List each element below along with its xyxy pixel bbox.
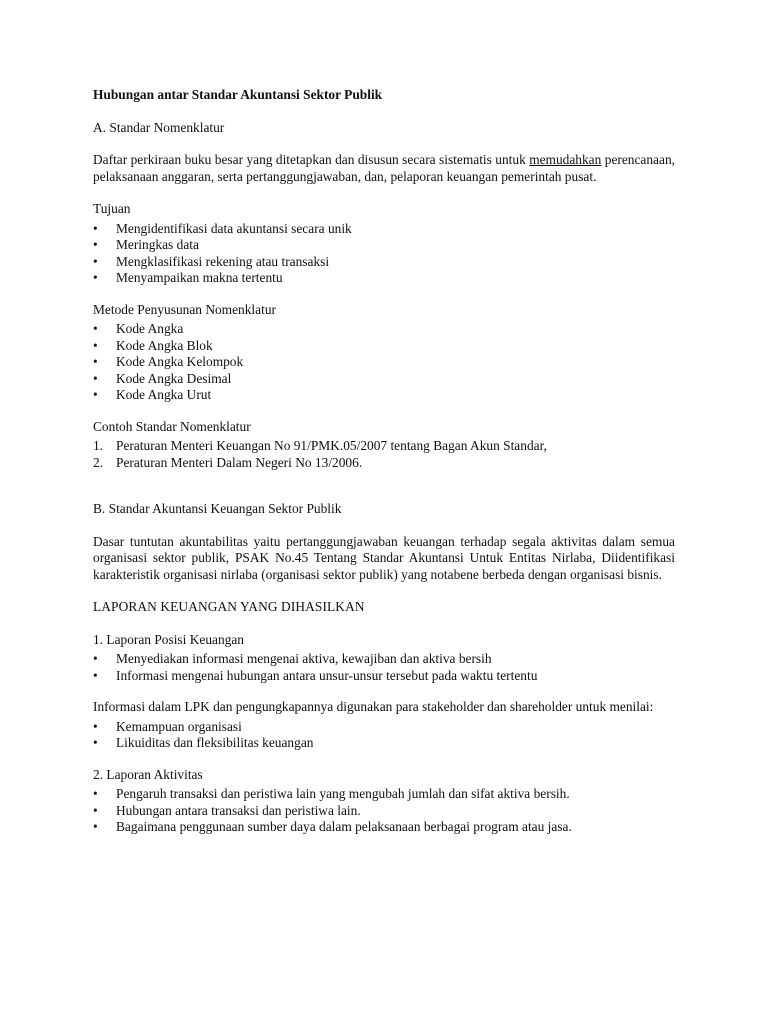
list-item <box>93 270 675 287</box>
list-item-text: Kode Angka Desimal <box>116 370 232 386</box>
list-item <box>93 735 675 752</box>
list-item-text: Kode Angka Urut <box>116 387 212 402</box>
posisi-keuangan-list <box>93 651 675 684</box>
nomenklatur-definition <box>93 152 675 185</box>
bullet-icon: • <box>93 786 98 801</box>
numbered-item-text: Peraturan Menteri Dalam Negeri No 13/2006. <box>116 454 363 470</box>
list-item-text: Bagaimana penggunaan sumber daya dalam pelaksanaan berbagai program atau jasa. <box>116 819 572 834</box>
list-item <box>93 819 675 836</box>
list-item-text: Hubungan antara transaksi dan peristiwa lain. <box>116 802 361 818</box>
list-item <box>93 786 675 803</box>
list-item <box>93 651 675 668</box>
bullet-icon: • <box>93 321 98 336</box>
numbered-item <box>93 455 675 472</box>
list-item <box>93 387 675 404</box>
posisi-keuangan-label: 1. Laporan Posisi Keuangan <box>93 631 244 647</box>
list-item-text: Informasi mengenai hubungan antara unsur-unsur tersebut pada waktu tertentu <box>116 667 538 683</box>
bullet-icon: • <box>93 667 98 683</box>
numbered-item <box>93 438 675 455</box>
list-item-text: Pengaruh transaksi dan peristiwa lain yang mengubah jumlah dan sifat aktiva bersih. <box>116 786 570 801</box>
list-item-text: Meringkas data <box>116 237 199 252</box>
list-item-text: Menyampaikan makna tertentu <box>116 270 283 285</box>
section-b-heading: B. Standar Akuntansi Keuangan Sektor Publik <box>93 501 342 516</box>
list-item <box>93 237 675 254</box>
list-item-text: Mengklasifikasi rekening atau transaksi <box>116 253 330 269</box>
list-item-text: Kode Angka <box>116 321 184 336</box>
bullet-icon: • <box>93 237 98 252</box>
section-a-heading: A. Standar Nomenklatur <box>93 119 225 135</box>
list-item <box>93 321 675 338</box>
akuntabilitas-paragraph: Dasar tuntutan akuntabilitas yaitu pertanggungjawaban keuangan terhadap segala aktivitas dalam semua organisasi sektor publik, PSAK No.45 Tentang Standar Akuntansi Untuk Entitas Nirlaba, Diidentifikasi karakteristik organisasi nirlaba (organisasi sektor publik) yang notabene berbeda dengan organisasi bisnis. <box>93 533 675 582</box>
bullet-icon: • <box>93 354 98 369</box>
aktivitas-list <box>93 786 675 836</box>
item-number: 1. <box>93 438 104 453</box>
list-item <box>93 221 675 238</box>
bullet-icon: • <box>93 819 98 834</box>
list-item-text: Likuiditas dan fleksibilitas keuangan <box>116 735 314 750</box>
aktivitas-label: 2. Laporan Aktivitas <box>93 766 203 782</box>
bullet-icon: • <box>93 735 98 750</box>
list-item <box>93 354 675 371</box>
item-number: 2. <box>93 454 104 470</box>
definition-text-pre: Daftar perkiraan buku besar yang ditetapkan dan disusun secara sistematis untuk <box>93 152 530 167</box>
list-item <box>93 254 675 271</box>
lpk-list <box>93 719 675 752</box>
document-title: Hubungan antar Standar Akuntansi Sektor Publik <box>93 87 383 102</box>
list-item-text: Kemampuan organisasi <box>116 718 242 734</box>
bullet-icon: • <box>93 370 98 386</box>
list-item <box>93 668 675 685</box>
metode-label: Metode Penyusunan Nomenklatur <box>93 301 276 317</box>
definition-underlined-word: memudahkan <box>529 152 602 167</box>
document-page <box>93 87 675 851</box>
list-item-text: Kode Angka Blok <box>116 337 213 353</box>
bullet-icon: • <box>93 337 98 353</box>
numbered-item-text: Peraturan Menteri Keuangan No 91/PMK.05/2007 tentang Bagan Akun Standar, <box>116 438 547 453</box>
bullet-icon: • <box>93 270 98 285</box>
tujuan-list <box>93 221 675 287</box>
list-item <box>93 719 675 736</box>
bullet-icon: • <box>93 718 98 734</box>
list-item-text: Menyediakan informasi mengenai aktiva, kewajiban dan aktiva bersih <box>116 651 492 666</box>
list-item-text: Kode Angka Kelompok <box>116 354 244 369</box>
contoh-label: Contoh Standar Nomenklatur <box>93 418 251 434</box>
list-item <box>93 371 675 388</box>
lpk-paragraph: Informasi dalam LPK dan pengungkapannya digunakan para stakeholder dan shareholder untuk menilai: <box>93 699 654 714</box>
tujuan-label: Tujuan <box>93 201 131 216</box>
list-item-text: Mengidentifikasi data akuntansi secara unik <box>116 220 352 236</box>
list-item <box>93 803 675 820</box>
bullet-icon: • <box>93 802 98 818</box>
bullet-icon: • <box>93 651 98 666</box>
contoh-list <box>93 438 675 471</box>
definition-text-post: perencanaan, pelaksanaan anggaran, serta pertanggungjawaban, dan, pelaporan keuangan pemerintah pusat. <box>93 152 675 184</box>
list-item <box>93 338 675 355</box>
bullet-icon: • <box>93 220 98 236</box>
metode-list <box>93 321 675 404</box>
laporan-heading: LAPORAN KEUANGAN YANG DIHASILKAN <box>93 599 365 614</box>
bullet-icon: • <box>93 387 98 402</box>
bullet-icon: • <box>93 253 98 269</box>
